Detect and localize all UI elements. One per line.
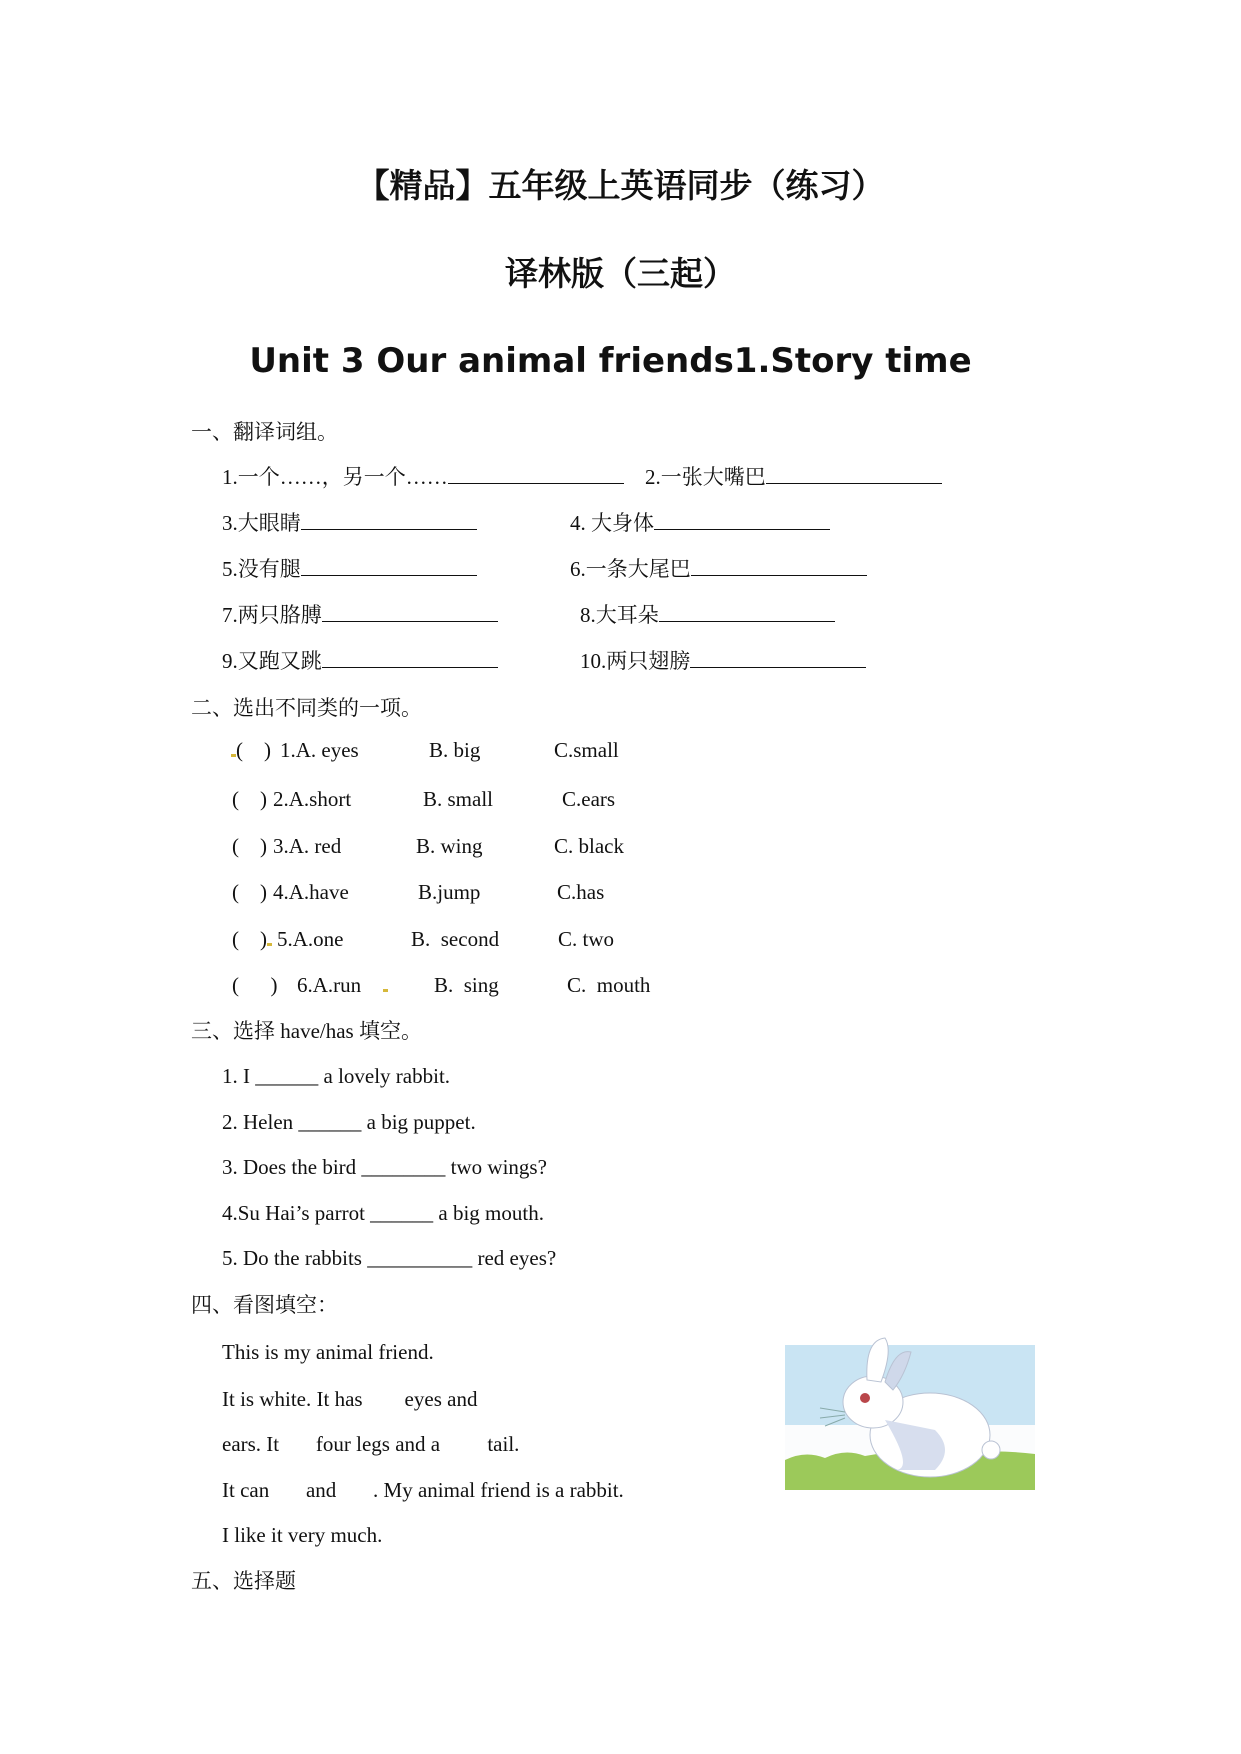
option-c: C.small (554, 738, 619, 762)
item-label: 5.没有腿 (222, 557, 301, 581)
answer-blank[interactable] (659, 601, 835, 622)
option-b: B.jump (418, 880, 481, 904)
list-item (222, 508, 477, 538)
answer-paren[interactable]: ( ) (232, 834, 267, 858)
answer-paren[interactable] (231, 735, 271, 765)
answer-blank[interactable] (448, 463, 624, 484)
option-a: 4.A.have (273, 880, 349, 904)
list-item (222, 554, 477, 584)
passage-line: This is my animal friend. (222, 1340, 434, 1364)
option-b: B. small (423, 787, 494, 811)
option-b: B. second (411, 927, 500, 951)
title-line-2: 译林版（三起） (505, 254, 736, 293)
passage-line: I like it very much. (222, 1523, 383, 1547)
passage-line: It can and . My animal friend is a rabbit. (222, 1478, 624, 1502)
answer-blank[interactable] (654, 509, 830, 530)
option-a: 2.A.short (273, 787, 352, 811)
item-label: 1.一个……，另一个…… (222, 465, 448, 489)
answer-paren[interactable]: ( ) (232, 973, 278, 997)
title-line-3: Unit 3 Our animal friends1.Story time (249, 341, 972, 381)
option-a (297, 970, 388, 1000)
answer-blank[interactable] (322, 647, 498, 668)
item-pre: 1. I (222, 1064, 256, 1088)
answer-blank[interactable]: ______ (298, 1110, 362, 1134)
option-a: 1.A. eyes (280, 738, 359, 762)
list-item (222, 462, 624, 492)
answer-blank[interactable]: ______ (370, 1201, 434, 1225)
answer-blank[interactable] (766, 463, 942, 484)
fill-item (222, 1152, 547, 1182)
mark (267, 943, 272, 946)
option-a: 3.A. red (273, 834, 342, 858)
rabbit-picture (785, 1330, 1035, 1490)
option-c: C.ears (562, 787, 616, 811)
list-item (580, 646, 866, 676)
item-label: 6.一条大尾巴 (570, 557, 691, 581)
answer-paren[interactable]: ( ) (232, 787, 267, 811)
item-pre: 3. Does the bird (222, 1155, 362, 1179)
item-label: 8.大耳朵 (580, 603, 659, 627)
section5-heading: 五、选择题 (191, 1569, 296, 1593)
paren-text: ( ) (232, 927, 267, 951)
item-label: 7.两只胳膊 (222, 603, 322, 627)
fill-item (222, 1243, 556, 1273)
item-label: 3.大眼睛 (222, 511, 301, 535)
section4-heading: 四、看图填空： (191, 1293, 338, 1317)
answer-blank[interactable] (690, 647, 866, 668)
option-b: B. wing (416, 834, 483, 858)
list-item (222, 600, 498, 630)
answer-paren[interactable]: ( ) (232, 880, 267, 904)
answer-blank[interactable] (322, 601, 498, 622)
option-a-text: 6.A.run (297, 973, 362, 997)
option-a: 5.A.one (277, 927, 344, 951)
answer-blank[interactable]: __________ (367, 1246, 473, 1270)
title-line-1: 【精品】五年级上英语同步（练习） (356, 166, 885, 205)
passage-line: It is white. It has eyes and (222, 1387, 478, 1411)
option-c: C. mouth (567, 973, 651, 997)
item-post: a big puppet. (361, 1110, 476, 1134)
item-post: red eyes? (472, 1246, 557, 1270)
section2-heading: 二、选出不同类的一项。 (191, 696, 422, 720)
answer-blank[interactable] (691, 555, 867, 576)
option-c: C.has (557, 880, 605, 904)
answer-paren[interactable] (232, 924, 272, 954)
option-c: C. black (554, 834, 624, 858)
section3-heading: 三、选择 have/has 填空。 (191, 1019, 422, 1043)
section1-heading: 一、翻译词组。 (191, 420, 338, 444)
item-label: 2.一张大嘴巴 (645, 465, 766, 489)
option-b: B. sing (434, 973, 499, 997)
list-item (645, 462, 942, 492)
list-item (580, 600, 835, 630)
fill-item (222, 1107, 476, 1137)
item-post: two wings? (445, 1155, 547, 1179)
mark (383, 989, 388, 992)
item-label: 4. 大身体 (570, 511, 654, 535)
answer-blank[interactable]: ______ (255, 1064, 319, 1088)
list-item (570, 508, 830, 538)
item-label: 9.又跑又跳 (222, 649, 322, 673)
answer-blank[interactable]: ________ (361, 1155, 446, 1179)
passage-line: ears. It four legs and a tail. (222, 1432, 520, 1456)
item-post: a lovely rabbit. (318, 1064, 451, 1088)
answer-blank[interactable] (301, 509, 477, 530)
answer-blank[interactable] (301, 555, 477, 576)
list-item (222, 646, 498, 676)
option-c: C. two (558, 927, 615, 951)
fill-item (222, 1061, 450, 1091)
item-post: a big mouth. (433, 1201, 544, 1225)
option-b: B. big (429, 738, 481, 762)
fill-item (222, 1198, 544, 1228)
item-pre: 2. Helen (222, 1110, 299, 1134)
item-pre: 4.Su Hai’s parrot (222, 1201, 371, 1225)
paren-text: ( ) (236, 738, 271, 762)
list-item (570, 554, 867, 584)
item-label: 10.两只翅膀 (580, 649, 691, 673)
item-pre: 5. Do the rabbits (222, 1246, 368, 1270)
